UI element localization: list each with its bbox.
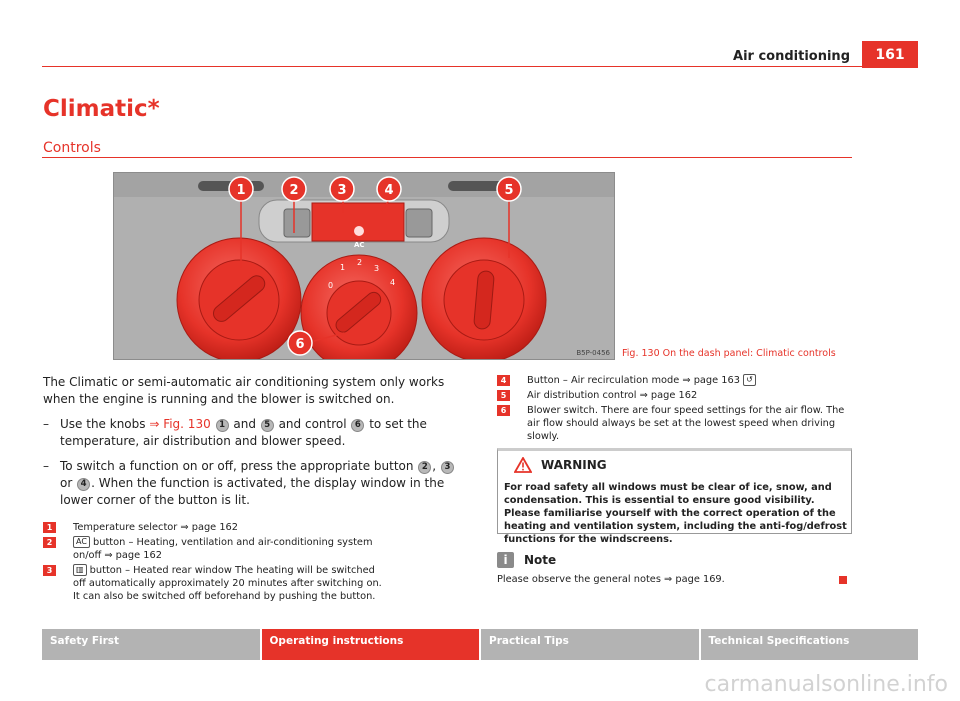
dash-bullet: – xyxy=(43,417,49,431)
speed-label-4: 4 xyxy=(390,278,396,287)
svg-text:6: 6 xyxy=(295,337,305,352)
svg-text:1: 1 xyxy=(236,183,246,198)
legend-text xyxy=(73,564,383,603)
footer-tab-operating-instructions[interactable]: Operating instructions xyxy=(262,629,480,660)
speed-label-1: 1 xyxy=(340,263,346,272)
text-span: to set the temperature, air distribution and blower speed. xyxy=(60,417,427,448)
legend-list-left xyxy=(43,521,468,603)
inline-number-6: 6 xyxy=(351,419,364,432)
footer-nav xyxy=(42,629,918,660)
text-span: . When the function is activated, the display window in the lower corner of the button is lit. xyxy=(60,476,445,507)
footer-tab-safety-first[interactable]: Safety First xyxy=(42,629,260,660)
inline-number-5: 5 xyxy=(261,419,274,432)
rear-window-heater-icon: ▥ xyxy=(73,564,87,576)
warning-box xyxy=(497,448,852,545)
text-span: Use the knobs xyxy=(60,417,150,431)
speed-label-3: 3 xyxy=(374,264,380,273)
legend-number: 5 xyxy=(497,390,510,401)
instruction-item-2 xyxy=(43,458,468,509)
header-rule xyxy=(42,66,918,67)
info-icon: i xyxy=(497,552,514,568)
callout-2 xyxy=(282,177,306,201)
inline-number-1: 1 xyxy=(216,419,229,432)
climatic-controls-figure xyxy=(113,172,615,360)
text-span: button – Heated rear window The heating will be switched off automatically approximately 20 minutes after switching on. It can also be switched off beforehand by pushing the button. xyxy=(73,565,382,602)
subsection-heading: Controls xyxy=(43,140,101,156)
text-span: button – Heating, ventilation and air-conditioning system on/off ⇒ page 162 xyxy=(73,537,373,561)
svg-text:2: 2 xyxy=(289,183,299,198)
text-span: and xyxy=(229,417,260,431)
subheading-rule xyxy=(42,157,852,158)
inline-number-2: 2 xyxy=(418,461,431,474)
legend-text: Air distribution control ⇒ page 162 xyxy=(527,390,698,401)
inline-number-4: 4 xyxy=(77,478,90,491)
page-number: 161 xyxy=(862,41,918,68)
note-title: Note xyxy=(524,553,557,567)
legend-row-6 xyxy=(497,404,852,443)
footer-tab-technical-specifications[interactable]: Technical Specifications xyxy=(701,629,919,660)
inline-number-3: 3 xyxy=(441,461,454,474)
footer-tab-practical-tips[interactable]: Practical Tips xyxy=(481,629,699,660)
callout-6 xyxy=(288,331,312,355)
figure-code: B5P-0456 xyxy=(576,349,610,357)
left-column xyxy=(43,374,468,605)
callout-4 xyxy=(377,177,401,201)
speed-label-0: 0 xyxy=(328,281,334,290)
svg-text:5: 5 xyxy=(504,183,514,198)
warning-header xyxy=(514,457,607,473)
instruction-item-1 xyxy=(43,416,468,450)
intro-paragraph: The Climatic or semi-automatic air conditioning system only works when the engine is running and the blower is switched on. xyxy=(43,375,445,406)
legend-number: 1 xyxy=(43,522,56,533)
legend-row-2 xyxy=(43,536,468,562)
warning-triangle-icon xyxy=(514,457,532,473)
legend-number: 6 xyxy=(497,405,510,416)
text-span: or xyxy=(60,476,77,490)
callout-3 xyxy=(330,177,354,201)
legend-text: Blower switch. There are four speed settings for the air flow. The air flow should always be set at the lowest speed when driving slowly. xyxy=(527,405,845,442)
callout-1 xyxy=(229,177,253,201)
svg-text:4: 4 xyxy=(384,183,394,198)
warning-text: For road safety all windows must be clear of ice, snow, and condensation. This is essential to ensure good visibility. Please familiarise yourself with the correct operation of the heating and ventilation system, including the anti-fog/defrost functions for the windscreens. xyxy=(504,482,847,545)
dash-bullet: – xyxy=(43,459,49,473)
ac-text: AC xyxy=(354,241,365,249)
dashboard-illustration xyxy=(114,173,615,360)
note-text: Please observe the general notes ⇒ page 169. xyxy=(497,574,725,585)
running-header: Air conditioning xyxy=(733,49,850,64)
ac-key-icon: AC xyxy=(73,536,90,548)
legend-row-1 xyxy=(43,521,468,534)
warning-title: WARNING xyxy=(541,458,607,472)
text-span: To switch a function on or off, press the appropriate button xyxy=(60,459,418,473)
note-header xyxy=(497,552,556,568)
legend-row-3 xyxy=(43,564,468,603)
text-span: Button – Air recirculation mode ⇒ page 163 xyxy=(527,375,740,386)
text-span: and control xyxy=(274,417,351,431)
legend-text xyxy=(73,536,383,562)
right-column xyxy=(497,374,852,445)
svg-text:3: 3 xyxy=(337,183,347,198)
section-end-marker xyxy=(839,576,847,584)
section-heading: Climatic* xyxy=(43,96,160,122)
legend-row-5 xyxy=(497,389,852,402)
legend-text xyxy=(527,374,837,387)
legend-number: 2 xyxy=(43,537,56,548)
legend-text: Temperature selector ⇒ page 162 xyxy=(73,522,239,533)
recirculation-icon: ↺ xyxy=(743,374,756,386)
text-span: , xyxy=(432,459,440,473)
legend-number: 4 xyxy=(497,375,510,386)
figure-link[interactable]: ⇒ Fig. 130 xyxy=(149,417,211,431)
watermark: carmanualsonline.info xyxy=(704,672,948,697)
speed-label-2: 2 xyxy=(357,258,363,267)
legend-row-4 xyxy=(497,374,852,387)
figure-caption: Fig. 130 On the dash panel: Climatic controls xyxy=(622,348,836,359)
callout-5 xyxy=(497,177,521,201)
legend-number: 3 xyxy=(43,565,56,576)
